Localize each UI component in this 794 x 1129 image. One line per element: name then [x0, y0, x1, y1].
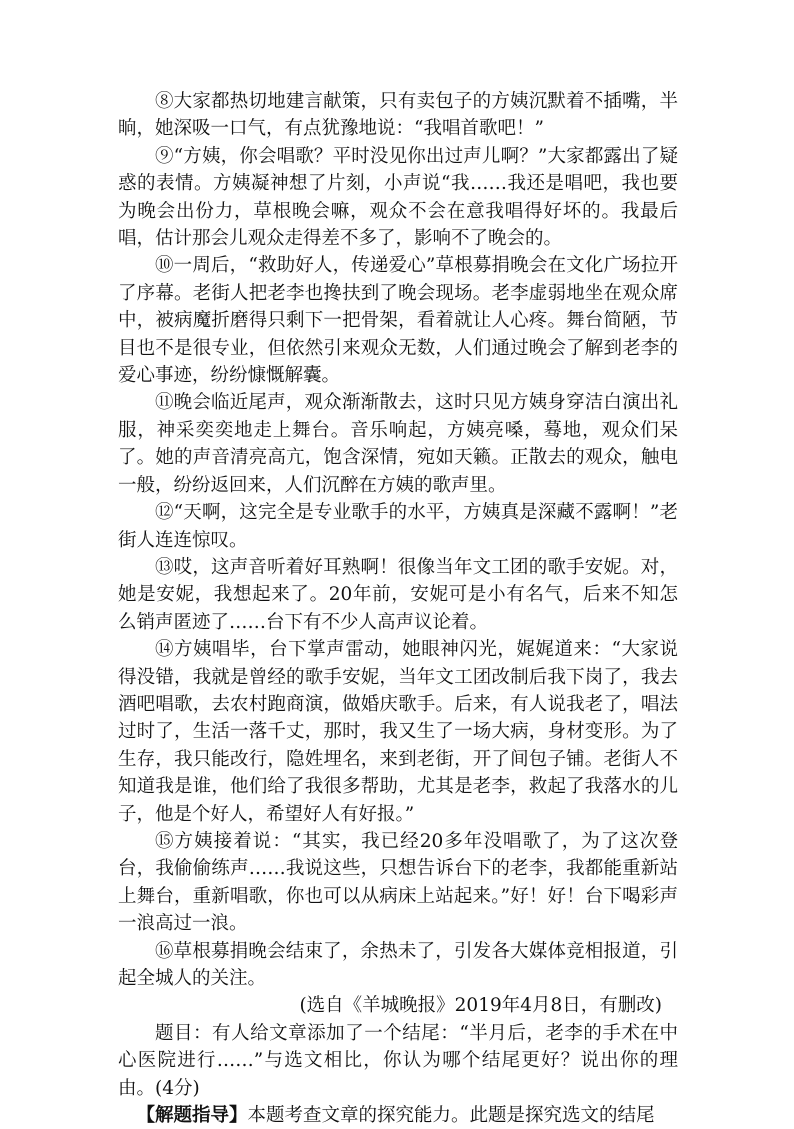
- paragraph-10: ⑩一周后，“救助好人，传递爱心”草根募捐晚会在文化广场拉开了序幕。老街人把老李也搀扶到了晚会现场。老李虚弱地坐在观众席中，被病魔折磨得只剩下一把骨架，看着就让人心疼。舞台简陋，节目也不是很专业，但依然引来观众无数，人们通过晚会了解到老李的爱心事迹，纷纷慷慨解囊。: [118, 255, 678, 387]
- solution-guide-text: 本题考查文章的探究能力。此题是探究选文的结尾: [247, 1105, 655, 1127]
- paragraph-12: ⑫“天啊，这完全是专业歌手的水平，方姨真是深藏不露啊！”老街人连连惊叹。: [118, 502, 678, 551]
- paragraph-14: ⑭方姨唱毕，台下掌声雷动，她眼神闪光，娓娓道来：“大家说得没错，我就是曾经的歌手安妮，当年文工团改制后我下岗了，我去酒吧唱歌，去农村跑商演，做婚庆歌手。后来，有人说我老了，唱法过时了，生活一落千丈，那时，我又生了一场大病，身材变形。为了生存，我只能改行，隐姓埋名，来到老街，开了间包子铺。老街人不知道我是谁，他们给了我很多帮助，尤其是老李，救起了我落水的儿子，他是个好人，希望好人有好报。”: [118, 639, 678, 825]
- source-citation: (选自《羊城晚报》2019年4月8日，有删改): [299, 995, 662, 1017]
- paragraph-11: ⑪晚会临近尾声，观众渐渐散去，这时只见方姨身穿洁白演出礼服，神采奕奕地走上舞台。音乐响起，方姨亮嗓，蓦地，观众们呆了。她的声音清亮高亢，饱含深情，宛如天籁。正散去的观众，触电一般，纷纷返回来，人们沉醉在方姨的歌声里。: [118, 392, 678, 496]
- paragraph-8: ⑧大家都热切地建言献策，只有卖包子的方姨沉默着不插嘴，半晌，她深吸一口气，有点犹豫地说：“我唱首歌吧！”: [118, 91, 678, 140]
- paragraph-9: ⑨“方姨，你会唱歌？平时没见你出过声儿啊？”大家都露出了疑惑的表情。方姨凝神想了片刻，小声说“我……我还是唱吧，我也要为晚会出份力，草根晚会嘛，观众不会在意我唱得好坏的。我最后唱，估计那会儿观众走得差不多了，影响不了晚会的。: [118, 145, 678, 250]
- solution-guide: [118, 1102, 678, 1129]
- paragraph-16: ⑯草根募捐晚会结束了，余热未了，引发各大媒体竞相报道，引起全城人的关注。: [118, 940, 678, 989]
- question-prompt: 题目：有人给文章添加了一个结尾：“半月后，老李的手术在中心医院进行……”与选文相比，你认为哪个结尾更好？说出你的理由。(4分): [118, 1022, 678, 1099]
- paragraph-15: ⑮方姨接着说：“其实，我已经20多年没唱歌了，为了这次登台，我偷偷练声……我说这些，只想告诉台下的老李，我都能重新站上舞台，重新唱歌，你也可以从病床上站起来。”好！好！台下喝彩声一浪高过一浪。: [118, 830, 678, 935]
- paragraph-13: ⑬哎，这声音听着好耳熟啊！很像当年文工团的歌手安妮。对，她是安妮，我想起来了。20年前，安妮可是小有名气，后来不知怎么销声匿迹了……台下有不少人高声议论着。: [118, 556, 678, 633]
- document-page: [118, 88, 678, 1129]
- solution-guide-label: 【解题指导】: [136, 1105, 248, 1127]
